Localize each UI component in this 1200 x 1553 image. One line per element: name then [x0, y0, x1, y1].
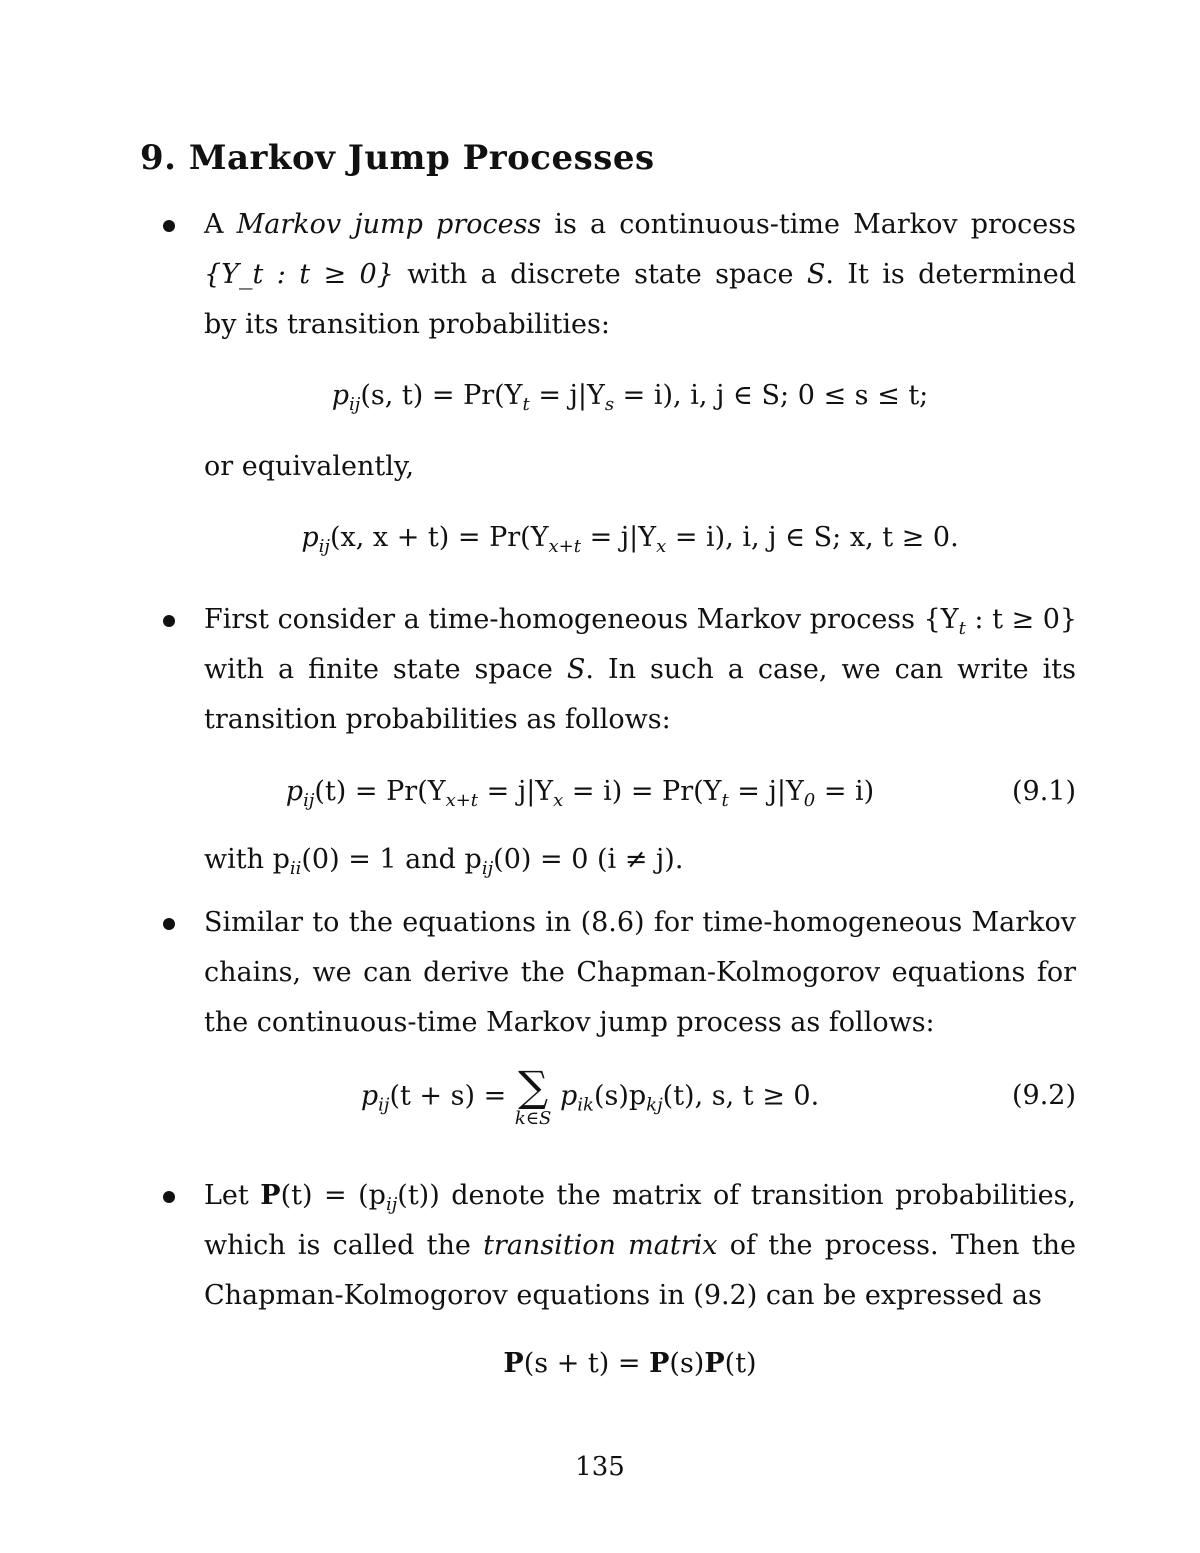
page-number: 135: [575, 1452, 625, 1482]
b2-line-1: First consider a time-homogeneous Markov process {$Y_t$ : t ≥ 0}: [204, 604, 1078, 639]
equation-transition-prob-alt: $p_{ij}(x$, $x + t) = Pr(Y_{x+t} = j|Y_x = i)$, i, j ∈ S; x, t ≥ 0.: [301, 522, 959, 557]
section-number: 9.: [140, 138, 177, 178]
equation-9-1: $p_{ij}(t) = Pr(Y_{x+t} = j|Y_x = i) = Pr(Y_t = j|Y_0 = i)$: [285, 776, 875, 811]
b1-line-2: {Y_t : t ≥ 0} with a discrete state space S. It is determined: [204, 259, 1076, 290]
equation-number-9-2: (9.2): [1011, 1080, 1076, 1111]
b2-line-2: with a finite state space S. In such a case, we can write its: [204, 654, 1076, 685]
equation-transition-prob: $p_{ij}(s$, $t) = Pr(Y_t = j|Y_s = i)$, i, j ∈ S; 0 ≤ s ≤ t;: [331, 380, 929, 415]
b4-line-3: Chapman-Kolmogorov equations in (9.2) can be expressed as: [204, 1280, 1042, 1311]
term-transition-matrix: transition matrix: [483, 1230, 718, 1261]
equation-9-2: $p_{ij}(t + s)$ = ∑ k∈S $p_{ik}(s)p_{kj}(t)$, s, t ≥ 0.: [360, 1062, 820, 1129]
b1-line-4: or equivalently,: [204, 451, 415, 482]
b2-line-4: with $p_{ii}(0) = 1$ and $p_{ij}(0) = 0$ (i ≠ j).: [204, 844, 684, 879]
bullet-1: [163, 220, 175, 232]
b2-line-3: transition probabilities as follows:: [204, 704, 671, 735]
equation-matrix-ck: P(s + t) = P(s)P(t): [503, 1348, 757, 1379]
b4-line-1: Let $P(t) = (p_{ij}(t))$ denote the matrix of transition probabilities,: [204, 1180, 1077, 1215]
section-heading: [140, 138, 655, 178]
equation-number-9-1: (9.1): [1011, 776, 1076, 807]
bullet-3: [163, 918, 175, 930]
bullet-2: [163, 615, 175, 627]
b4-line-2: which is called the transition matrix of the process. Then the: [204, 1230, 1077, 1261]
term-markov-jump-process: Markov jump process: [236, 209, 542, 240]
summation-symbol: ∑ k∈S: [514, 1062, 552, 1129]
b1-line-3: by its transition probabilities:: [204, 309, 610, 340]
b3-line-3: the continuous-time Markov jump process as follows:: [204, 1007, 935, 1038]
b1-line-1: A Markov jump process is a continuous-time Markov process: [204, 209, 1076, 240]
section-title: Markov Jump Processes: [188, 138, 655, 178]
bullet-4: [163, 1191, 175, 1203]
b3-line-1: Similar to the equations in (8.6) for time-homogeneous Markov: [204, 907, 1076, 938]
b3-line-2: chains, we can derive the Chapman-Kolmogorov equations for: [204, 957, 1076, 988]
